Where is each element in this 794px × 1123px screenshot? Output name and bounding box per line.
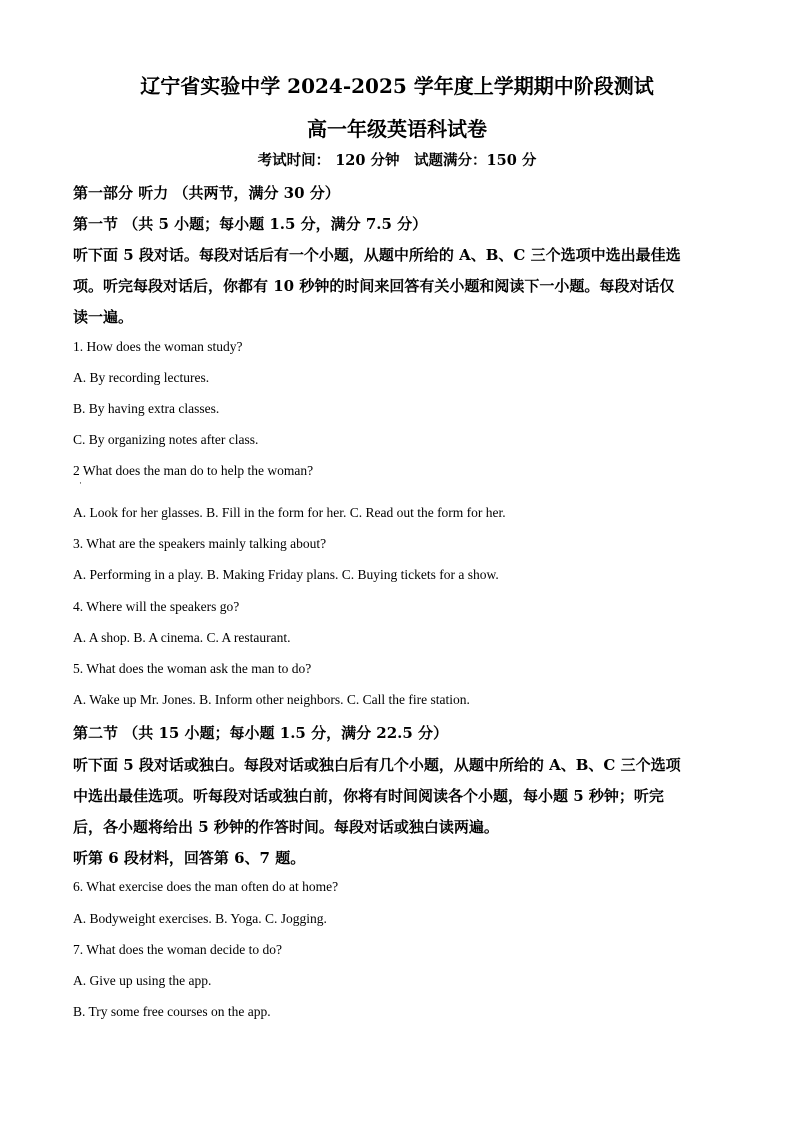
section1-instruction-line: 听下面 5 段对话。每段对话后有一个小题，从题中所给的 A、B、C 三个选项中选出最佳选 (73, 246, 681, 264)
question-1-option-a: A. By recording lectures. (73, 370, 210, 385)
question-3: 3. What are the speakers mainly talking about? (73, 536, 327, 551)
question-4: 4. Where will the speakers go? (73, 599, 240, 614)
section1-instruction-line: 读一遍。 (73, 308, 134, 326)
question-6-options: A. Bodyweight exercises. B. Yoga. C. Jogging. (73, 911, 327, 926)
question-6: 6. What exercise does the man often do at home? (73, 879, 339, 894)
question-4-options: A. A shop. B. A cinema. C. A restaurant. (73, 630, 291, 645)
section1-heading: 第一节 （共 5 小题；每小题 1.5 分，满分 7.5 分） (73, 215, 428, 233)
question-5: 5. What does the woman ask the man to do? (73, 661, 312, 676)
question-7: 7. What does the woman decide to do? (73, 942, 282, 957)
section1-instruction-line: 项。听完每段对话后，你都有 10 秒钟的时间来回答有关小题和阅读下一小题。每段对话仅 (73, 277, 675, 295)
stray-mark: · (79, 478, 82, 488)
part1-heading: 第一部分 听力 （共两节，满分 30 分） (73, 184, 340, 202)
question-2: 2 What does the man do to help the woman? (73, 463, 314, 478)
question-2-options: A. Look for her glasses. B. Fill in the form for her. C. Read out the form for her. (73, 505, 506, 520)
section2-heading: 第二节 （共 15 小题；每小题 1.5 分，满分 22.5 分） (73, 724, 449, 742)
question-1-option-c: C. By organizing notes after class. (73, 432, 259, 447)
question-5-options: A. Wake up Mr. Jones. B. Inform other neighbors. C. Call the fire station. (73, 692, 470, 707)
question-1-option-b: B. By having extra classes. (73, 401, 220, 416)
exam-info: 考试时间： 120 分钟 试题满分：150 分 (257, 152, 537, 169)
section2-instruction-line: 听下面 5 段对话或独白。每段对话或独白后有几个小题，从题中所给的 A、B、C 三个选项 (73, 756, 681, 774)
material-note: 听第 6 段材料，回答第 6、7 题。 (73, 849, 306, 867)
section2-instruction-line: 后，各小题将给出 5 秒钟的作答时间。每段对话或独白读两遍。 (73, 818, 499, 836)
question-7-option-a: A. Give up using the app. (73, 973, 212, 988)
question-1: 1. How does the woman study? (73, 339, 243, 354)
section2-instruction-line: 中选出最佳选项。听每段对话或独白前，你将有时间阅读各个小题，每小题 5 秒钟；听完 (73, 787, 664, 805)
exam-subtitle: 高一年级英语科试卷 (307, 117, 487, 141)
exam-title: 辽宁省实验中学 2024-2025 学年度上学期期中阶段测试 (140, 74, 654, 98)
question-3-options: A. Performing in a play. B. Making Friday plans. C. Buying tickets for a show. (73, 567, 499, 582)
question-7-option-b: B. Try some free courses on the app. (73, 1004, 271, 1019)
